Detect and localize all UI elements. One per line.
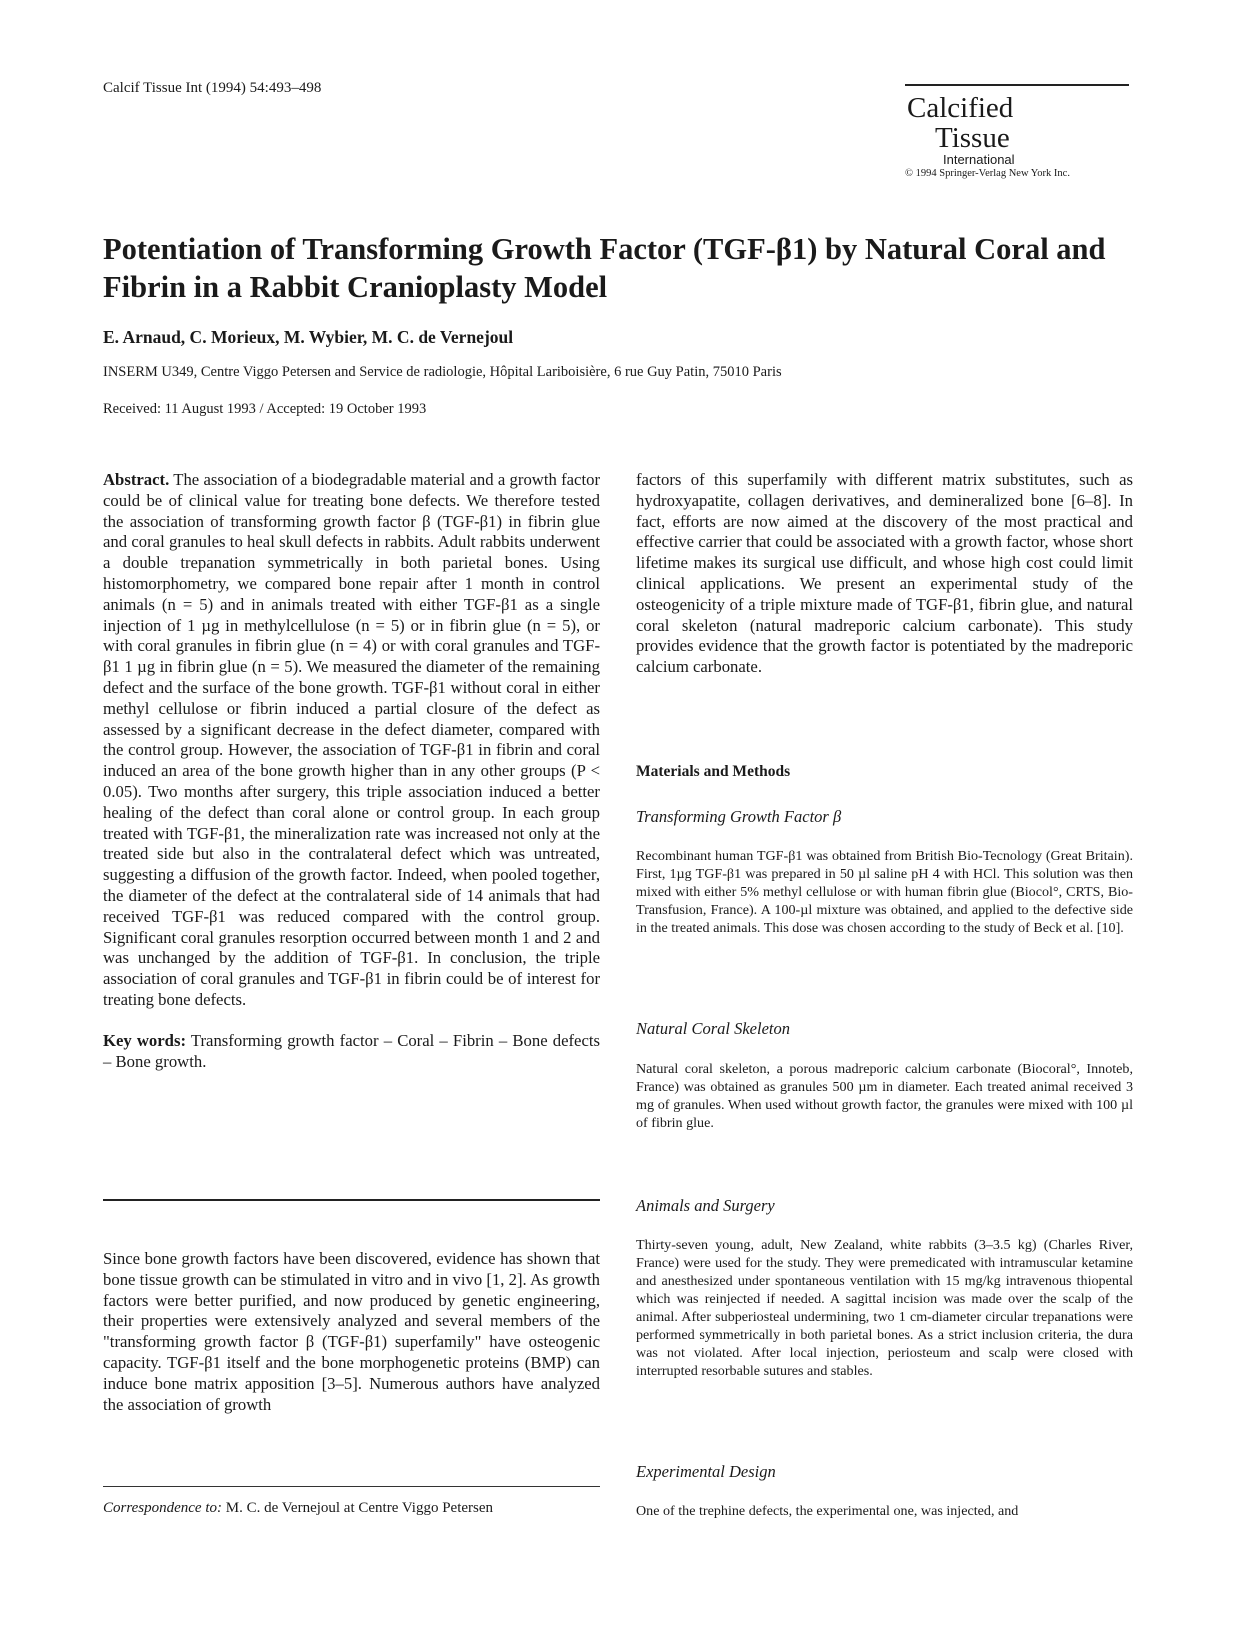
article-authors: E. Arnaud, C. Morieux, M. Wybier, M. C. de Vernejoul xyxy=(103,327,514,347)
section-title-design: Experimental Design xyxy=(636,1462,776,1481)
article-affiliation: INSERM U349, Centre Viggo Petersen and Service de radiologie, Hôpital Lariboisière, 6 rue Guy Patin, 75010 Paris xyxy=(103,364,782,380)
footnote-divider xyxy=(103,1486,600,1487)
journal-name: Calcified xyxy=(907,92,1014,124)
abstract-paragraph xyxy=(103,470,600,1011)
section-body-tgf xyxy=(636,847,1133,937)
section-title-animals: Animals and Surgery xyxy=(636,1196,775,1215)
section-title-coral: Natural Coral Skeleton xyxy=(636,1019,790,1038)
correspondence-note xyxy=(103,1500,493,1517)
section-text-design: One of the trephine defects, the experimental one, was injected, and xyxy=(636,1503,1019,1519)
abstract-section xyxy=(103,470,600,1072)
abstract-divider xyxy=(103,1199,600,1201)
journal-logo xyxy=(905,93,1129,179)
section-text-coral: Natural coral skeleton, a porous madreporic calcium carbonate (Biocoral°, Innoteb, France) was obtained as granules 500 µm in diameter. Each treated animal received 3 mg of granules. When used without growth factor, the granules were mixed with 100 µl of fibrin glue. xyxy=(636,1061,1133,1131)
journal-name-line2: Tissue xyxy=(935,122,1010,154)
intro-continued xyxy=(636,470,1133,678)
section-text-animals: Thirty-seven young, adult, New Zealand, white rabbits (3–3.5 kg) (Charles River, France) were used for the study. They were premedicated with intramuscular ketamine and anesthesized under spontaneous ventilation with 15 mg/kg intravenous thiopental which was reinjected if needed. A sagittal incision was made over the scalp of the animal. After subperiosteal undermining, two 1 cm-diameter circular trepanations were performed symmetrically in both parietal bones. As a strict inclusion criteria, the dura was not violated. After local injection, periosteum and scalp were closed with interrupted resorbable sutures and stables. xyxy=(636,1237,1133,1379)
section-text-tgf: Recombinant human TGF-β1 was obtained from British Bio-Tecnology (Great Britain). First, 1µg TGF-β1 was prepared in 50 µl saline pH 4 with HCl. This solution was then mixed with either 5% methyl cellulose or with human fibrin glue (Biocol°, CRTS, Bio-Transfusion, France). A 100-µl mixture was obtained, and applied to the defective side in the treated animals. This dose was chosen according to the study of Beck et al. [10]. xyxy=(636,848,1133,936)
section-body-coral xyxy=(636,1060,1133,1132)
journal-name-line3: International xyxy=(943,152,1015,167)
keywords-text: Transforming growth factor – Coral – Fibrin – Bone defects – Bone growth. xyxy=(103,1030,601,1071)
keywords-label: Key words: xyxy=(103,1030,187,1050)
intro-paragraph-2: factors of this superfamily with different matrix substitutes, such as hydroxyapatite, collagen derivatives, and demineralized bone [6–8]. In fact, efforts are now aimed at the discovery of the most practical and effective carrier that could be associated with a growth factor, whose short lifetime makes its surgical use difficult, and whose high cost could limit clinical applications. We present an experimental study of the osteogenicity of a triple mixture made of TGF-β1, fibrin glue, and natural coral skeleton (natural madreporic calcium carbonate). This study provides evidence that the growth factor is potentiated by the madreporic calcium carbonate. xyxy=(636,470,1133,677)
abstract-text: The association of a biodegradable material and a growth factor could be of clinical value for treating bone defects. We therefore tested the association of transforming growth factor β (TGF-β1) in fibrin glue and coral granules to heal skull defects in rabbits. Adult rabbits underwent a double trepanation symmetrically in both parietal bones. Using histomorphometry, we compared bone repair after 1 month in control animals (n = 5) and in animals treated with either TGF-β1 as a single injection of 1 µg in methylcellulose (n = 5) or in fibrin glue (n = 5), or with coral granules in fibrin glue (n = 4) or with coral granules and TGF-β1 1 µg in fibrin glue (n = 5). We measured the diameter of the remaining defect and the surface of the bone growth. TGF-β1 without coral in either methyl cellulose or fibrin induced a partial closure of the defect as assessed by a significant decrease in the defect diameter, compared with the control group. However, the association of TGF-β1 in fibrin and coral induced an area of the bone growth higher than in any other groups (P < 0.05). Two months after surgery, this triple association induced a better healing of the defect than coral alone or control group. In each group treated with TGF-β1, the mineralization rate was increased not only at the treated side but also in the contralateral defect which was untreated, suggesting a diffusion of the growth factor. Indeed, when pooled together, the diameter of the defect at the contralateral side of 14 animals that had received TGF-β1 was reduced compared with the control group. Significant coral granules resorption occurred between month 1 and 2 and was unchanged by the addition of TGF-β1. In conclusion, the triple association of coral granules and TGF-β1 in fibrin could be of interest for treating bone defects. xyxy=(103,470,600,1009)
section-body-animals xyxy=(636,1236,1133,1380)
received-dates: Received: 11 August 1993 / Accepted: 19 October 1993 xyxy=(103,401,427,417)
section-title-tgf: Transforming Growth Factor β xyxy=(636,807,842,826)
keywords-paragraph xyxy=(103,1031,600,1073)
abstract-label: Abstract. xyxy=(103,470,170,489)
correspondence-label: Correspondence to: xyxy=(103,1500,223,1516)
intro-section xyxy=(103,1249,600,1415)
journal-copyright: © 1994 Springer-Verlag New York Inc. xyxy=(905,168,1070,179)
intro-paragraph-1: Since bone growth factors have been discovered, evidence has shown that bone tissue growth can be stimulated in vitro and in vivo [1, 2]. As growth factors were better purified, and now produced by genetic engineering, their properties were extensively analyzed and several members of the "transforming growth factor β (TGF-β1) superfamily" have osteogenic capacity. TGF-β1 itself and the bone morphogenetic proteins (BMP) can induce bone matrix apposition [3–5]. Numerous authors have analyzed the association of growth xyxy=(103,1249,600,1414)
journal-citation: Calcif Tissue Int (1994) 54:493–498 xyxy=(103,80,322,96)
methods-heading: Materials and Methods xyxy=(636,763,791,780)
correspondence-text: M. C. de Vernejoul at Centre Viggo Petersen xyxy=(225,1500,494,1516)
journal-rule xyxy=(905,84,1129,86)
section-body-design xyxy=(636,1502,1133,1520)
article-title: Potentiation of Transforming Growth Factor (TGF-β1) by Natural Coral and Fibrin in a Rabbit Cranioplasty Model xyxy=(103,232,1106,304)
